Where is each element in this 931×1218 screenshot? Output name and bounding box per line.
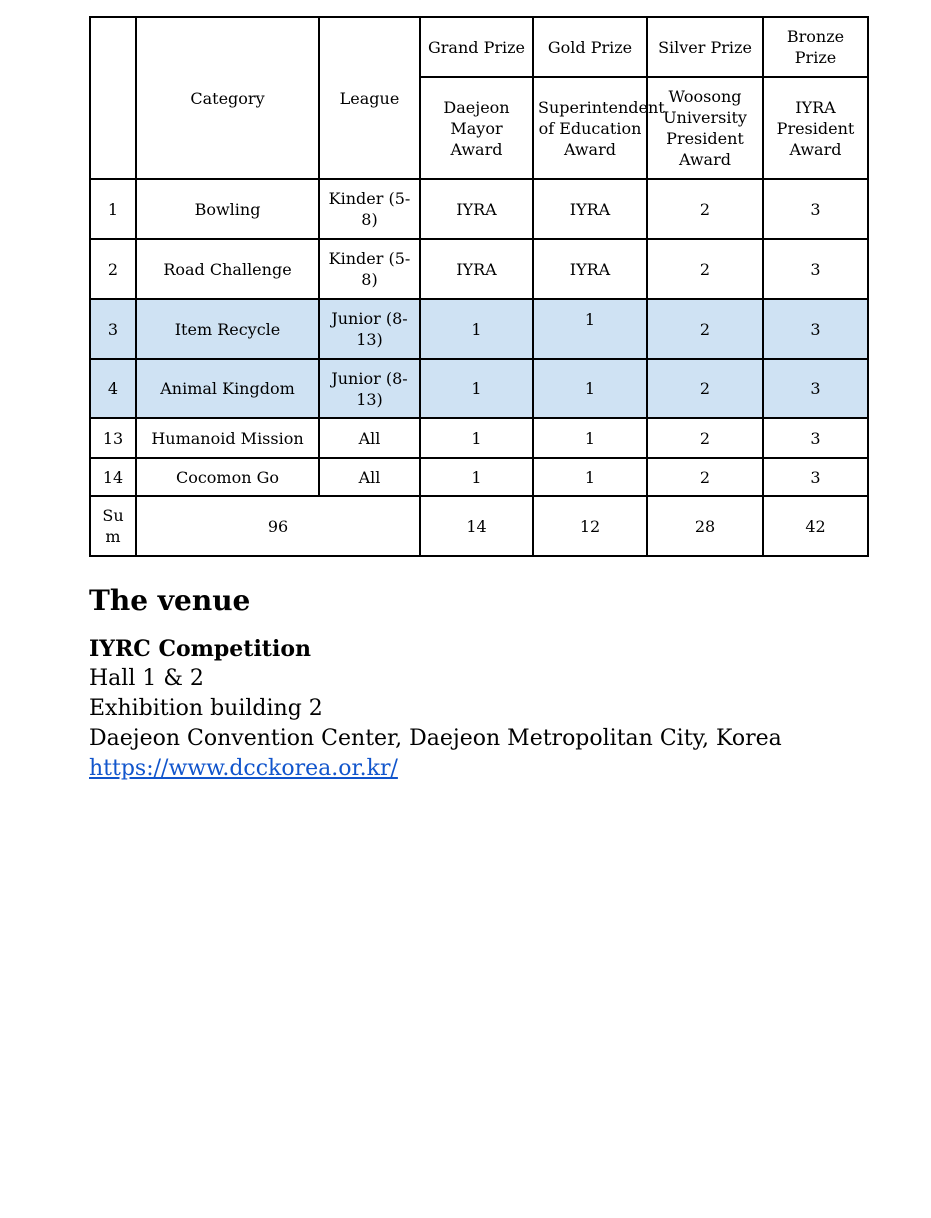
row-grand: 1: [420, 359, 533, 418]
table-row: [90, 418, 868, 458]
row-number: 14: [90, 458, 136, 496]
header-bronze-prize: Bronze Prize: [763, 17, 868, 77]
row-silver: 2: [647, 418, 763, 458]
header-silver-award: Woosong University President Award: [647, 77, 763, 179]
header-bronze-award: IYRA President Award: [763, 77, 868, 179]
sum-row: [90, 496, 868, 556]
row-gold: 1: [533, 418, 647, 458]
row-number: 1: [90, 179, 136, 239]
sum-grand: 14: [420, 496, 533, 556]
header-category: Category: [136, 17, 319, 179]
table-row: [90, 458, 868, 496]
row-league: Kinder (5-8): [319, 179, 420, 239]
row-grand: 1: [420, 418, 533, 458]
row-gold: 1: [533, 299, 647, 359]
row-gold: IYRA: [533, 179, 647, 239]
row-grand: IYRA: [420, 179, 533, 239]
row-grand: 1: [420, 458, 533, 496]
row-number: 13: [90, 418, 136, 458]
row-silver: 2: [647, 359, 763, 418]
row-bronze: 3: [763, 458, 868, 496]
row-league: Junior (8-13): [319, 299, 420, 359]
row-grand: IYRA: [420, 239, 533, 299]
venue-website-link[interactable]: https://www.dcckorea.or.kr/: [89, 756, 398, 781]
row-bronze: 3: [763, 418, 868, 458]
row-category: Road Challenge: [136, 239, 319, 299]
row-league: All: [319, 458, 420, 496]
row-gold: 1: [533, 359, 647, 418]
row-league: Junior (8-13): [319, 359, 420, 418]
header-grand-award: Daejeon Mayor Award: [420, 77, 533, 179]
row-bronze: 3: [763, 359, 868, 418]
row-silver: 2: [647, 458, 763, 496]
row-gold: 1: [533, 458, 647, 496]
row-category: Item Recycle: [136, 299, 319, 359]
row-silver: 2: [647, 239, 763, 299]
header-grand-prize: Grand Prize: [420, 17, 533, 77]
sum-total: 96: [136, 496, 420, 556]
venue-heading: The venue: [89, 584, 251, 617]
row-silver: 2: [647, 179, 763, 239]
row-league: All: [319, 418, 420, 458]
row-gold: IYRA: [533, 239, 647, 299]
row-league: Kinder (5-8): [319, 239, 420, 299]
row-category: Animal Kingdom: [136, 359, 319, 418]
header-league: League: [319, 17, 420, 179]
row-category: Cocomon Go: [136, 458, 319, 496]
row-category: Humanoid Mission: [136, 418, 319, 458]
table-row: [90, 239, 868, 299]
header-silver-prize: Silver Prize: [647, 17, 763, 77]
venue-section: [89, 582, 782, 784]
row-bronze: 3: [763, 299, 868, 359]
row-number: 3: [90, 299, 136, 359]
sum-bronze: 42: [763, 496, 868, 556]
sum-silver: 28: [647, 496, 763, 556]
table-row: [90, 179, 868, 239]
row-grand: 1: [420, 299, 533, 359]
row-category: Bowling: [136, 179, 319, 239]
row-bronze: 3: [763, 179, 868, 239]
header-gold-award: Superintendent of Education Award: [533, 77, 647, 179]
venue-line-hall: Hall 1 & 2: [89, 666, 204, 691]
sum-gold: 12: [533, 496, 647, 556]
table-row: [90, 359, 868, 418]
header-number: [90, 17, 136, 179]
row-silver: 2: [647, 299, 763, 359]
row-number: 4: [90, 359, 136, 418]
table-row: [90, 299, 868, 359]
venue-line-building: Exhibition building 2: [89, 696, 323, 721]
venue-line-address: Daejeon Convention Center, Daejeon Metropolitan City, Korea: [89, 726, 782, 751]
row-bronze: 3: [763, 239, 868, 299]
sum-label: Sum: [90, 496, 136, 556]
venue-subheading: IYRC Competition: [89, 636, 311, 662]
header-gold-prize: Gold Prize: [533, 17, 647, 77]
row-number: 2: [90, 239, 136, 299]
awards-table: [89, 16, 869, 557]
